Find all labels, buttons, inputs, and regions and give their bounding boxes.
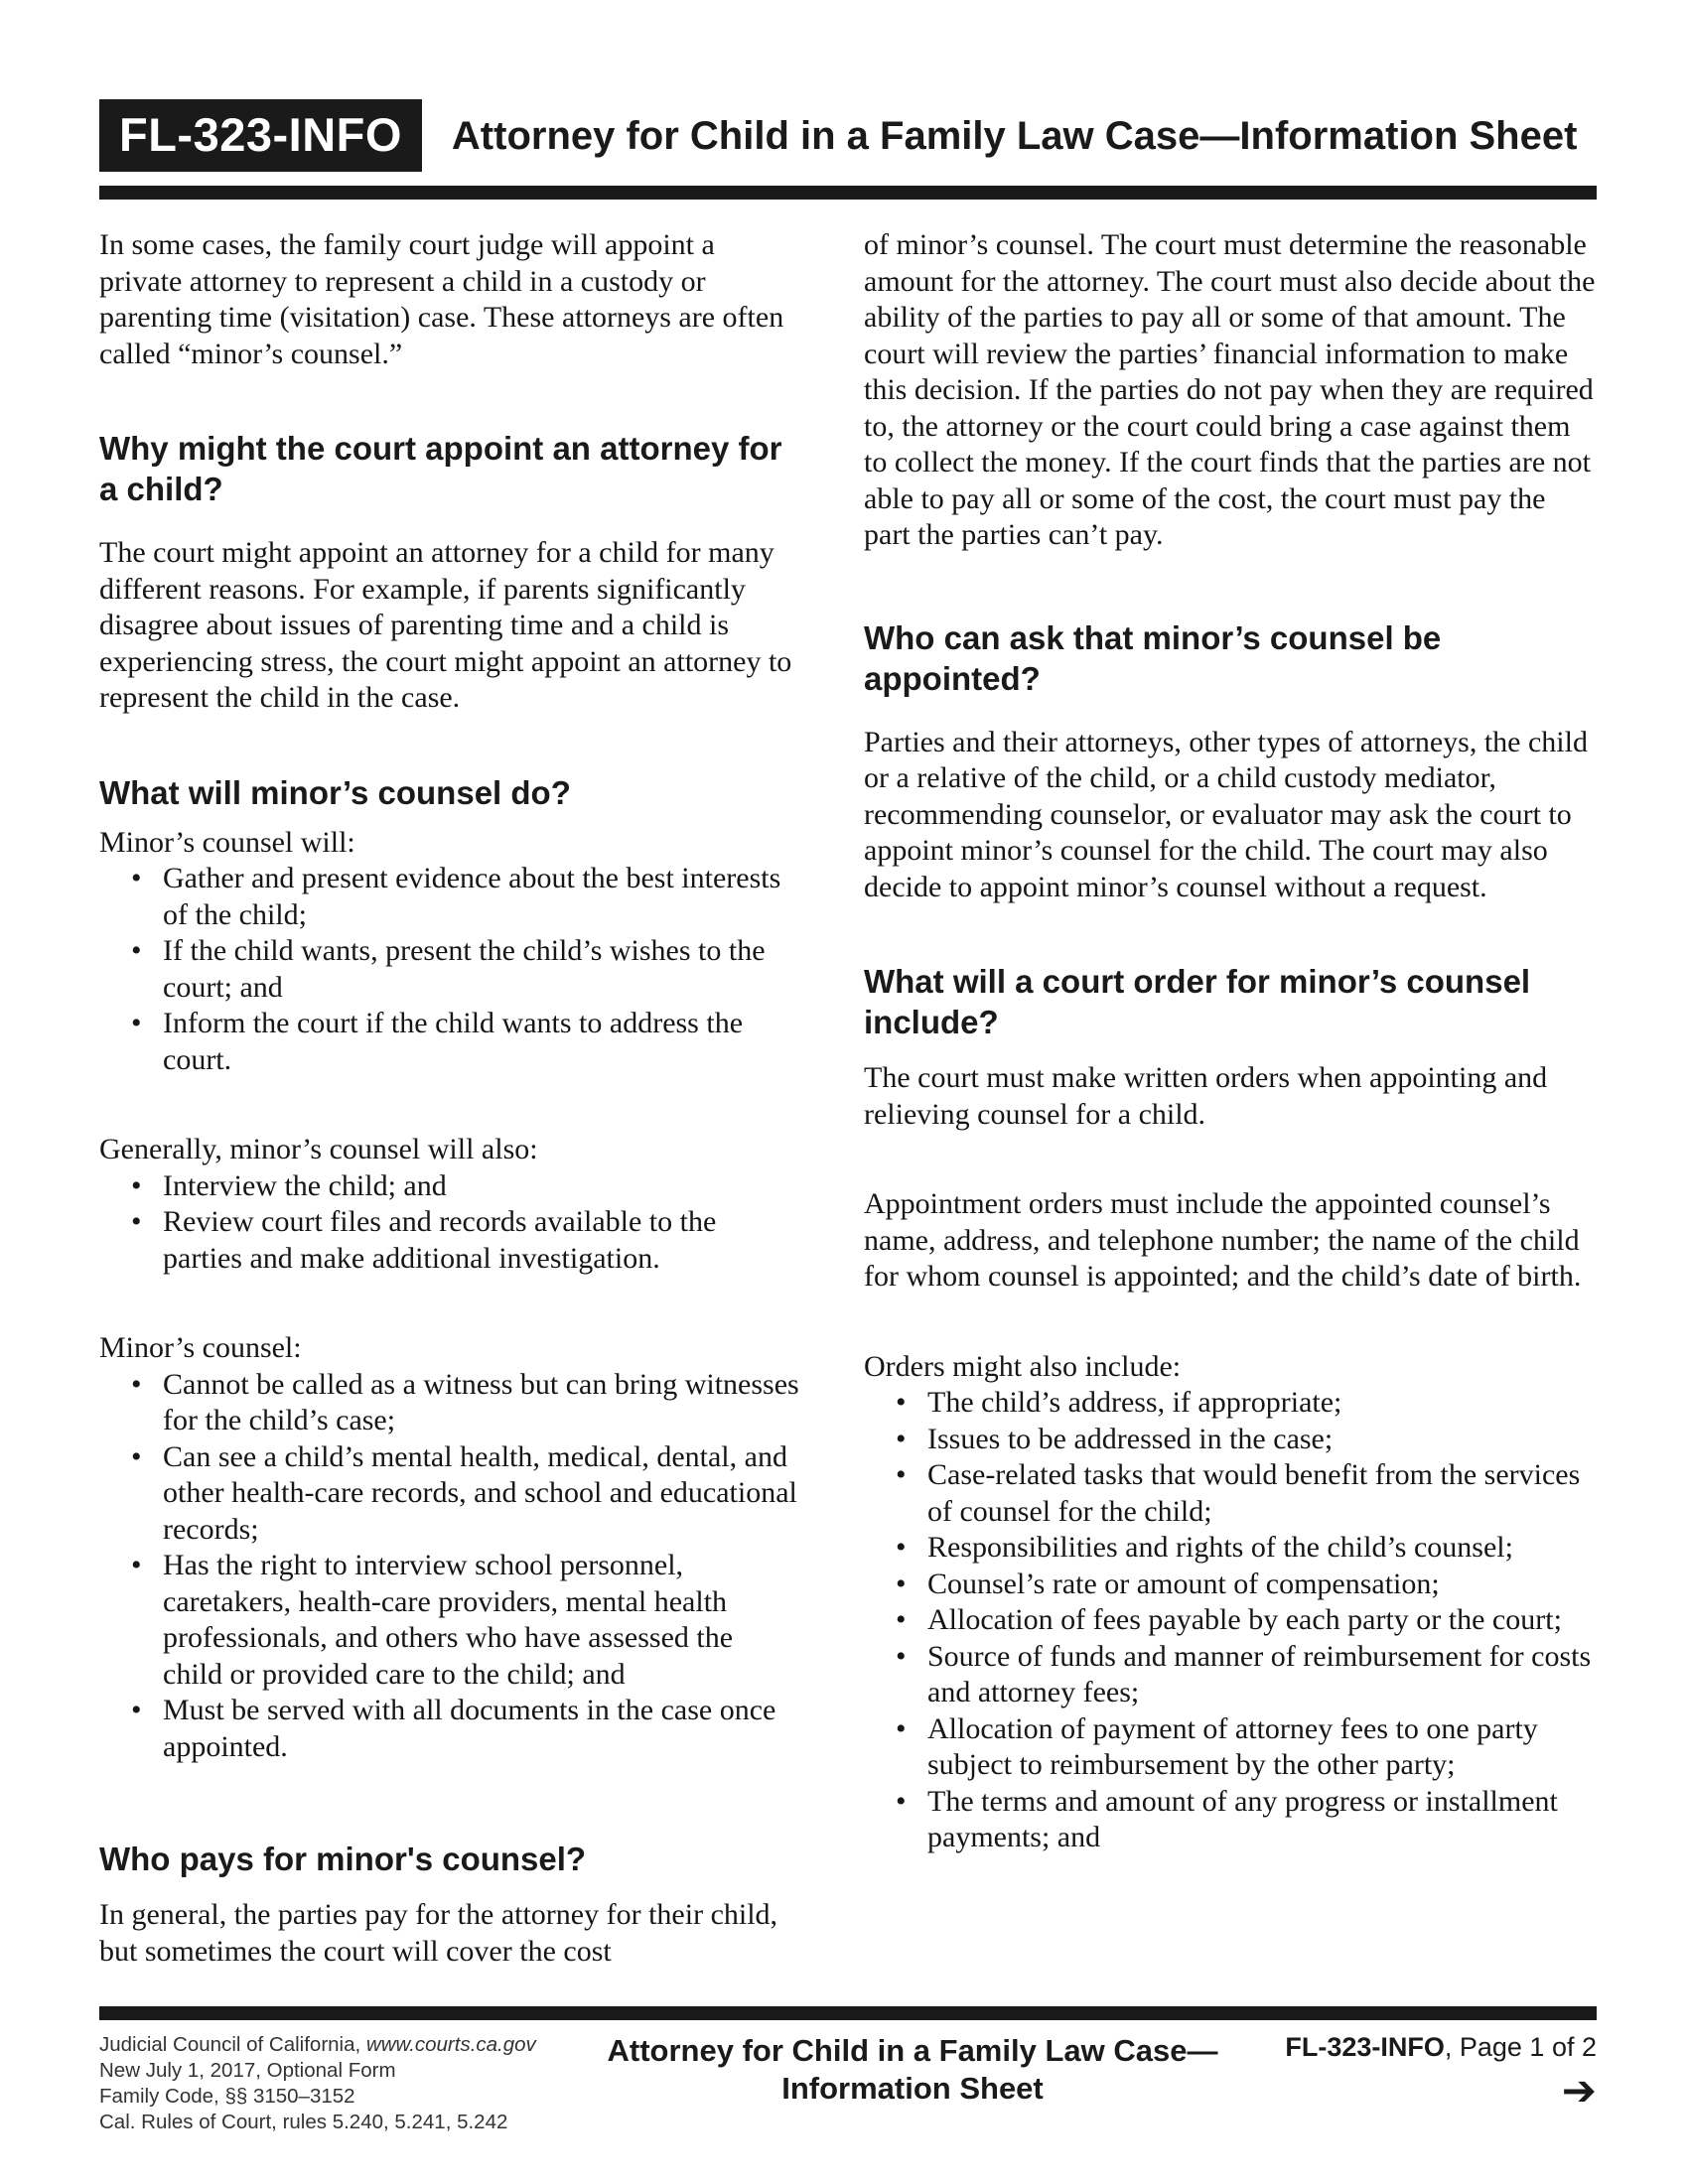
intro-paragraph: In some cases, the family court judge will appoint a private attorney to represent a child in a custody or parenting time (visitation) case. These attorneys are often called “minor’s counsel.” <box>99 228 784 370</box>
right-column <box>864 227 1599 1970</box>
heading-what-will-counsel-do: What will minor’s counsel do? <box>99 773 571 811</box>
order-paragraph-2: Appointment orders must include the appointed counsel’s name, address, and telephone number; the name of the child for whom counsel is appointed; and the child’s date of birth. <box>864 1187 1582 1293</box>
page-title: Attorney for Child in a Family Law Case—Information Sheet <box>451 113 1578 158</box>
footer-rule <box>99 2006 1597 2020</box>
footer-title-line2: Information Sheet <box>781 2071 1044 2106</box>
left-column <box>99 227 799 1970</box>
list-item: • Responsibilities and rights of the child’s counsel; <box>864 1530 1599 1567</box>
counsel-will-list <box>99 861 799 1078</box>
footer-rules-line: Cal. Rules of Court, rules 5.240, 5.241, 5.242 <box>99 2111 508 2133</box>
header-rule <box>99 186 1597 200</box>
footer-family-code-line: Family Code, §§ 3150–3152 <box>99 2085 355 2108</box>
list-item: • Allocation of fees payable by each party or the court; <box>864 1602 1599 1639</box>
list-item: • Has the right to interview school personnel, caretakers, health-care providers, mental health professionals, and others who have assessed the child or provided care to the child; and <box>99 1548 799 1693</box>
form-number-badge: FL-323-INFO <box>99 99 422 172</box>
list-item: • The child’s address, if appropriate; <box>864 1385 1599 1422</box>
counsel-rules-list <box>99 1367 799 1766</box>
list-item: • Counsel’s rate or amount of compensation; <box>864 1567 1599 1603</box>
list-item: • If the child wants, present the child’s wishes to the court; and <box>99 933 799 1006</box>
who-can-ask-paragraph: Parties and their attorneys, other types of attorneys, the child or a relative of the child, or a child custody mediator, recommending counselor, or evaluator may ask the court to appoint minor’s counsel for the child. The court may also decide to appoint minor’s counsel without a request. <box>864 725 1588 903</box>
why-appoint-paragraph: The court might appoint an attorney for a child for many different reasons. For example, if parents significantly disagree about issues of parenting time and a child is experiencing stress, the court might appoint an attorney to represent the child in the case. <box>99 536 792 714</box>
list-item: • Inform the court if the child wants to address the court. <box>99 1006 799 1078</box>
list-item: • Gather and present evidence about the best interests of the child; <box>99 861 799 933</box>
counsel-intro: Minor’s counsel: <box>99 1331 302 1364</box>
footer-form-number: FL-323-INFO <box>1285 2032 1445 2062</box>
footer-credits <box>99 2032 566 2135</box>
heading-why-appoint: Why might the court appoint an attorney for a child? <box>99 430 782 507</box>
counsel-will-intro: Minor’s counsel will: <box>99 825 355 859</box>
heading-court-order-include: What will a court order for minor’s counsel include? <box>864 963 1531 1040</box>
footer-title <box>566 2032 1259 2108</box>
orders-intro: Orders might also include: <box>864 1349 1182 1383</box>
list-item: • Case-related tasks that would benefit from the services of counsel for the child; <box>864 1457 1599 1530</box>
footer-page-label: , Page 1 of 2 <box>1444 2032 1597 2062</box>
list-item: • Can see a child’s mental health, medical, dental, and other health-care records, and school and educational records; <box>99 1439 799 1549</box>
list-item: • Must be served with all documents in the case once appointed. <box>99 1693 799 1765</box>
generally-intro: Generally, minor’s counsel will also: <box>99 1133 538 1165</box>
list-item: • Allocation of payment of attorney fees to one party subject to reimbursement by the other party; <box>864 1711 1599 1784</box>
footer-credit-prefix: Judicial Council of California, <box>99 2033 366 2056</box>
list-item: • Issues to be addressed in the case; <box>864 1422 1599 1458</box>
footer-page-info <box>1259 2032 1597 2114</box>
heading-who-can-ask: Who can ask that minor’s counsel be appointed? <box>864 618 1442 697</box>
heading-who-pays: Who pays for minor's counsel? <box>99 1841 587 1877</box>
who-pays-paragraph: In general, the parties pay for the attorney for their child, but sometimes the court will cover the cost <box>99 1898 778 1968</box>
page-header <box>0 0 1688 200</box>
next-page-arrow-icon: ➔ <box>1561 2066 1597 2115</box>
who-pays-continued-paragraph: of minor’s counsel. The court must determine the reasonable amount for the attorney. The court must also decide about the ability of the parties to pay all or some of that amount. The court will review the parties’ financial information to make this decision. If the parties do not pay when they are required to, the attorney or the court could bring a case against them to collect the money. If the court finds that the parties are not able to pay all or some of the cost, the court must pay the part the parties can’t pay. <box>864 228 1596 551</box>
list-item: • Review court files and records available to the parties and make additional investigation. <box>99 1204 799 1277</box>
footer-credit-line <box>99 2032 566 2058</box>
order-paragraph-1: The court must make written orders when appointing and relieving counsel for a child. <box>864 1061 1548 1131</box>
list-item: • Source of funds and manner of reimbursement for costs and attorney fees; <box>864 1639 1599 1711</box>
footer-title-line1: Attorney for Child in a Family Law Case— <box>607 2033 1218 2068</box>
generally-list <box>99 1168 799 1278</box>
list-item: • The terms and amount of any progress or installment payments; and <box>864 1784 1599 1856</box>
list-item: • Interview the child; and <box>99 1168 799 1205</box>
footer-revision-line: New July 1, 2017, Optional Form <box>99 2059 396 2082</box>
orders-list <box>864 1385 1599 1856</box>
content-columns <box>0 227 1688 1970</box>
footer-courts-url: www.courts.ca.gov <box>365 2033 536 2056</box>
list-item: • Cannot be called as a witness but can bring witnesses for the child’s case; <box>99 1367 799 1439</box>
page-footer <box>99 2006 1597 2135</box>
